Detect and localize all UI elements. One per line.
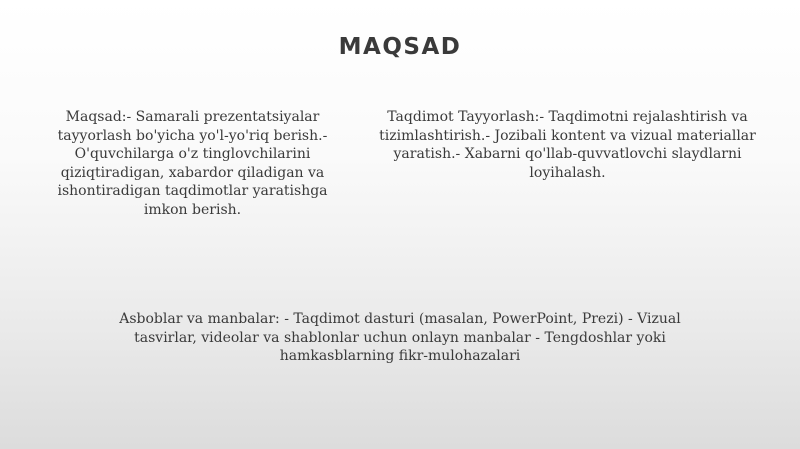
- preparation-text-block: Taqdimot Tayyorlash:- Taqdimotni rejalashtirish va tizimlashtirish.- Jozibali kontent va vizual materiallar yaratish.- Xabarni qo'llab-quvvatlovchi slaydlarni loyihalash.: [379, 109, 756, 181]
- tools-resources-text-block: Asboblar va manbalar: - Taqdimot dasturi (masalan, PowerPoint, Prezi) - Vizual tasvirlar, videolar va shablonlar uchun onlayn manbalar - Tengdoshlar yoki hamkasblarning fikr-mulohazalari: [119, 311, 681, 364]
- goal-text-block: Maqsad:- Samarali prezentatsiyalar tayyorlash bo'yicha yo'l-yo'riq berish.- O'quvchilarga o'z tinglovchilarini qiziqtiradigan, xabardor qiladigan va ishontiradigan taqdimotlar yaratishga imkon berish.: [57, 109, 328, 218]
- slide-title: MAQSAD: [338, 34, 462, 60]
